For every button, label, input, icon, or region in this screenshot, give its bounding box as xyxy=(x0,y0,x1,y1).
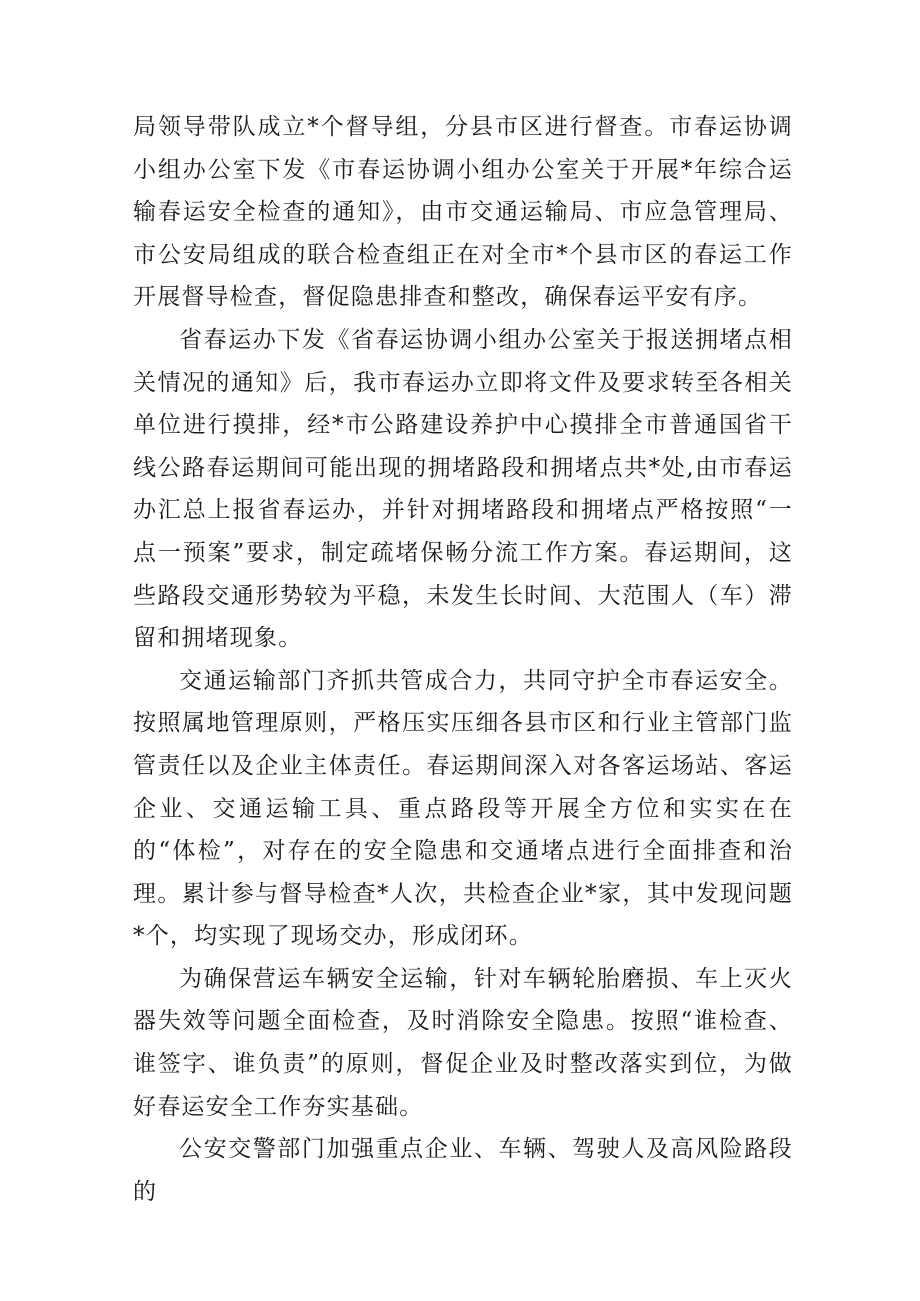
paragraph-congestion-report: 省春运办下发《省春运协调小组办公室关于报送拥堵点相关情况的通知》后，我市春运办立即将文件及要求转至各相关单位进行摸排，经*市公路建设养护中心摸排全市普通国省干线公路春运期间可能出现的拥堵路段和拥堵点共*处,由市春运办汇总上报省春运办，并针对拥堵路段和拥堵点严格按照“一点一预案”要求，制定疏堵保畅分流工作方案。春运期间，这些路段交通形势较为平稳，未发生长时间、大范围人（车）滞留和拥堵现象。 xyxy=(133,326,793,652)
paragraph-traffic-police: 公安交警部门加强重点企业、车辆、驾驶人及高风险路段的 xyxy=(133,1136,793,1205)
paragraph-transport-safety: 交通运输部门齐抓共管成合力，共同守护全市春运安全。按照属地管理原则，严格压实压细各县市区和行业主管部门监管责任以及企业主体责任。春运期间深入对各客运场站、客运企业、交通运输工具、重点路段等开展全方位和实实在在的“体检”，对存在的安全隐患和交通堵点进行全面排查和治理。累计参与督导检查*人次，共检查企业*家，其中发现问题*个，均实现了现场交办，形成闭环。 xyxy=(133,667,793,950)
paragraph-vehicle-inspection: 为确保营运车辆安全运输，针对车辆轮胎磨损、车上灭火器失效等问题全面检查，及时消除安全隐患。按照“谁检查、谁签字、谁负责”的原则，督促企业及时整改落实到位，为做好春运安全工作夯实基础。 xyxy=(133,965,793,1120)
document-body xyxy=(133,106,793,1213)
paragraph-continuation: 局领导带队成立*个督导组，分县市区进行督查。市春运协调小组办公室下发《市春运协调小组办公室关于开展*年综合运输春运安全检查的通知》，由市交通运输局、市应急管理局、市公安局组成的联合检查组正在对全市*个县市区的春运工作开展督导检查，督促隐患排查和整改，确保春运平安有序。 xyxy=(133,114,793,311)
